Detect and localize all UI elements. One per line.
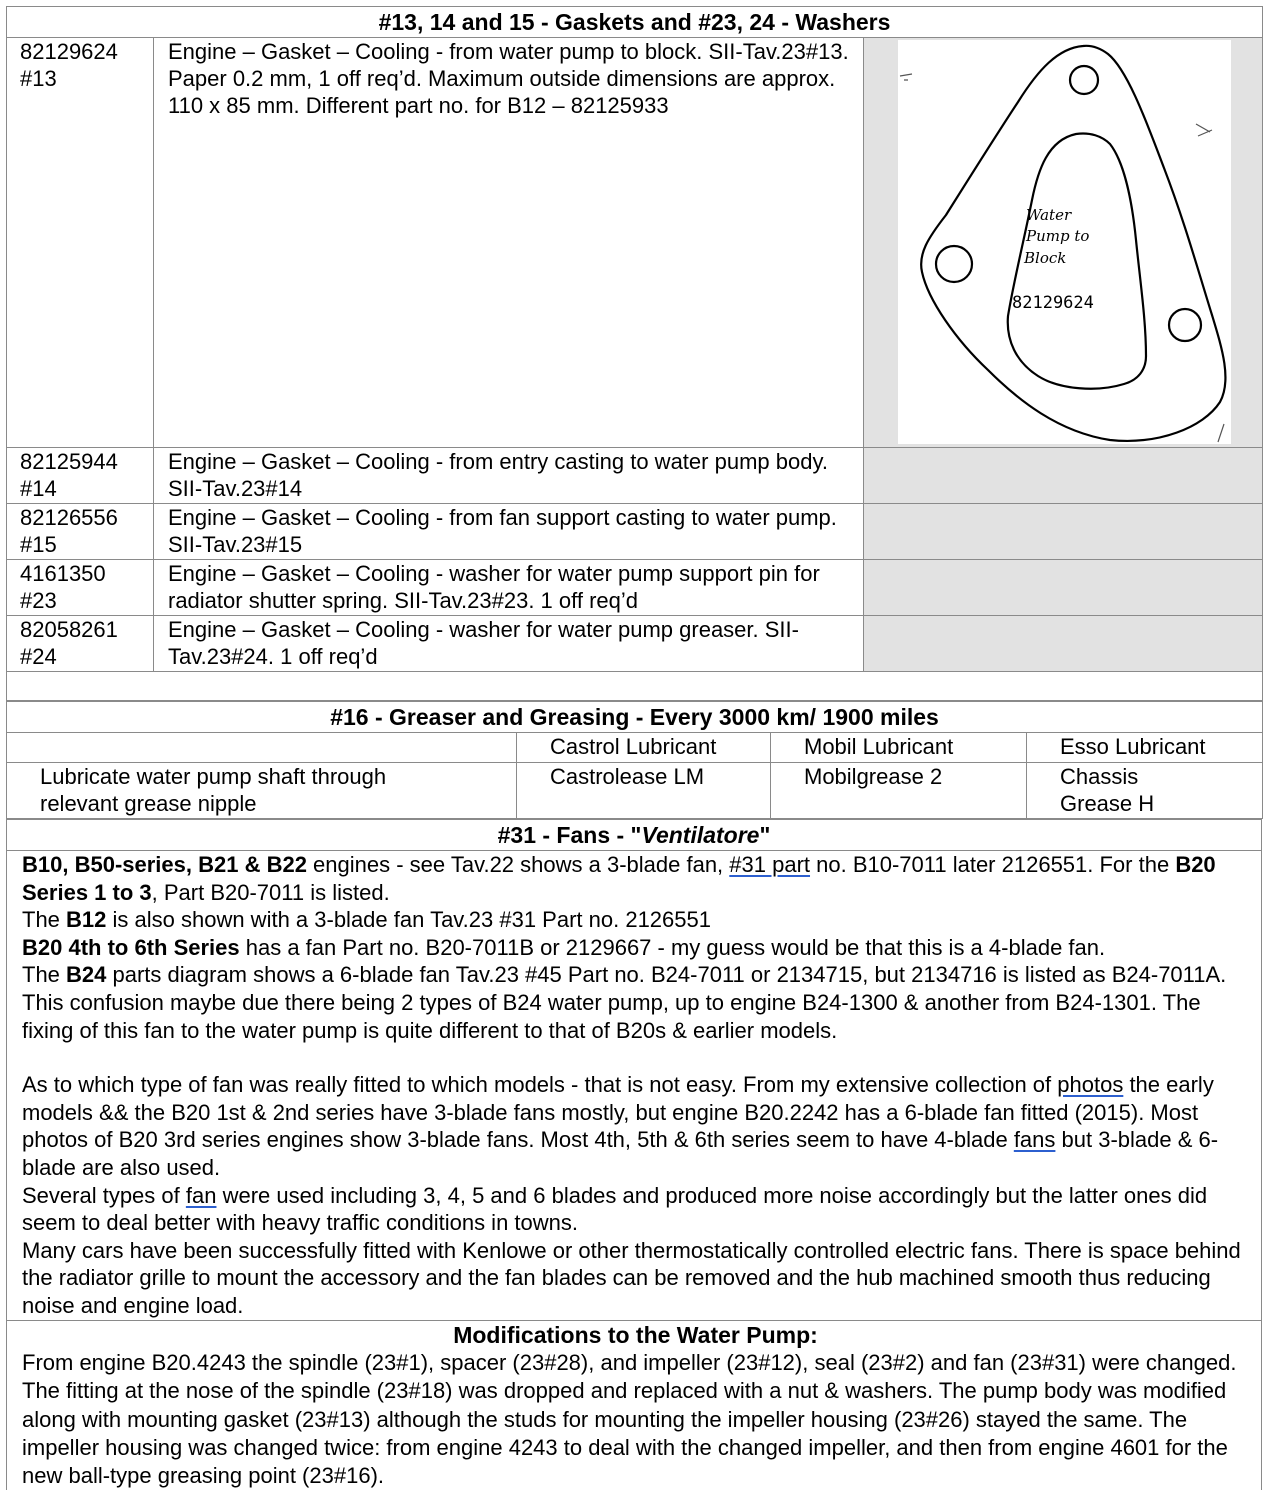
fans-paragraph — [22, 934, 1249, 962]
fans-paragraph — [22, 906, 1249, 934]
fans-paragraph — [22, 961, 1249, 1044]
empty-header-cell — [7, 733, 517, 763]
gaskets-section-title: #13, 14 and 15 - Gaskets and #23, 24 - Washers — [7, 7, 1263, 38]
part-number-cell — [7, 504, 154, 560]
part-description: Engine – Gasket – Cooling - washer for water pump greaser. SII-Tav.23#24. 1 off req’d — [154, 616, 864, 672]
fans-title-prefix: #31 - Fans - " — [497, 822, 642, 848]
underlined-text: #31 part — [729, 852, 811, 877]
underlined-text: fans — [1013, 1127, 1056, 1153]
greasing-instruction: Lubricate water pump shaft through relevant grease nipple — [7, 763, 517, 819]
gasket-image-cell — [864, 38, 1263, 448]
gasket-sketch-image — [898, 40, 1231, 444]
castrol-lubricant: Castrolease LM — [517, 763, 771, 819]
text: is also shown with a 3-blade fan Tav.23 #31 Part no. 2126551 — [106, 907, 711, 933]
bold-text: B20 4th to 6th Series — [22, 934, 240, 960]
bold-text: B20 Series 1 to 3 — [22, 852, 1216, 905]
fans-title-italic: Ventilatore — [641, 822, 760, 848]
part-ref: #23 — [20, 588, 57, 613]
part-number: 4161350 — [20, 561, 106, 586]
part-ref: #15 — [20, 532, 57, 557]
underlined-text: fan — [185, 1182, 217, 1208]
mobil-header: Mobil Lubricant — [771, 733, 1027, 763]
fans-title-suffix: " — [759, 822, 771, 848]
part-number-cell — [7, 448, 154, 504]
part-number-cell — [7, 38, 154, 448]
empty-image-cell — [864, 504, 1263, 560]
fans-paragraph: Many cars have been successfully fitted with Kenlowe or other thermostatically controlled electric fans. There is space behind the radiator grille to mount the accessory and the fan blades can be removed and the hub machined smooth thus reducing noise and engine load. — [22, 1237, 1241, 1318]
empty-image-cell — [864, 560, 1263, 616]
text: The — [22, 962, 67, 988]
fans-table — [6, 819, 1262, 1490]
bold-text: B10, B50-series, B21 & B22 — [22, 852, 307, 877]
part-number: 82058261 — [20, 617, 118, 642]
text: Several types of — [22, 1182, 186, 1208]
empty-image-cell — [864, 448, 1263, 504]
text: parts diagram shows a 6-blade fan Tav.23 #45 Part no. B24-7011 or 2134715, but 2134716 is listed as B24-7011A. This confusion maybe due there being 2 types of B24 water pump, up to engine B24-1300 & another from B24-1301. The fixing of this fan to the water pump is quite different to that of B20s & earlier models. — [22, 962, 1227, 1043]
part-number-cell — [7, 560, 154, 616]
part-ref: #24 — [20, 644, 57, 669]
part-description: Engine – Gasket – Cooling - from water pump to block. SII-Tav.23#13. Paper 0.2 mm, 1 off req’d. Maximum outside dimensions are approx. 110 x 85 mm. Different part no. for B12 – 82125933 — [154, 38, 864, 448]
sketch-label-line2: Pump to — [1026, 227, 1090, 245]
modifications-title: Modifications to the Water Pump: — [453, 1322, 818, 1348]
spacer-row — [7, 672, 1263, 701]
text: were used including 3, 4, 5 and 6 blades and produced more noise accordingly but the latter ones did seem to deal better with heavy traffic conditions in towns. — [22, 1182, 1208, 1236]
part-ref: #13 — [20, 66, 57, 91]
part-number: 82129624 — [20, 39, 118, 64]
greasing-section-title: #16 - Greaser and Greasing - Every 3000 km/ 1900 miles — [7, 702, 1263, 733]
bold-text: B12 — [66, 907, 107, 933]
castrol-header: Castrol Lubricant — [517, 733, 771, 763]
text: no. B10-7011 later 2126551. For the — [810, 852, 1176, 877]
modifications-text: From engine B20.4243 the spindle (23#1), spacer (23#28), and impeller (23#12), seal (23#2) and fan (23#31) were changed. The fitting at the nose of the spindle (23#18) was dropped and replaced with a nut & washers. The pump body was modified along with mounting gasket (23#13) although the studs for mounting the impeller housing (23#26) stayed the same. The impeller housing was changed twice: from engine 4243 to deal with the changed impeller, and then from engine 4601 for the new ball-type greasing point (23#16). — [22, 1350, 1237, 1489]
text: has a fan Part no. B20-7011B or 2129667 - my guess would be that this is a 4-blade fan. — [239, 934, 1106, 960]
modifications-section — [7, 1321, 1262, 1491]
part-number-cell — [7, 616, 154, 672]
part-description: Engine – Gasket – Cooling - from fan support casting to water pump. SII-Tav.23#15 — [154, 504, 864, 560]
greasing-table — [6, 701, 1263, 819]
sketch-label-line3: Block — [1024, 249, 1067, 267]
text: As to which type of fan was really fitted to which models - that is not easy. From my extensive collection of — [22, 1072, 1058, 1098]
part-number: 82126556 — [20, 505, 118, 530]
text: but 3-blade & 6-blade are also used. — [22, 1127, 1219, 1180]
gaskets-table — [6, 6, 1263, 701]
bold-text: B24 — [66, 962, 107, 988]
text: The — [22, 907, 67, 933]
text: the early models && the B20 1st & 2nd series have 3-blade fans mostly, but engine B20.2242 has a 6-blade fan fitted (2015). Most photos of B20 3rd series engines show 3-blade fans. Most 4th, 5th & 6th series seem to have 4-blade — [22, 1072, 1214, 1153]
fans-section-title — [7, 820, 1262, 851]
fans-paragraph — [22, 1182, 1249, 1237]
part-description: Engine – Gasket – Cooling - washer for water pump support pin for radiator shutter spring. SII-Tav.23#23. 1 off req’d — [154, 560, 864, 616]
text: , Part B20-7011 is listed. — [151, 879, 390, 905]
fans-paragraph — [22, 1071, 1249, 1181]
sketch-part-number: 82129624 — [1012, 293, 1094, 313]
page — [6, 6, 1262, 1490]
part-number: 82125944 — [20, 449, 118, 474]
fans-body — [7, 851, 1262, 1321]
underlined-text: photos — [1057, 1072, 1124, 1098]
blank-line — [22, 1044, 1249, 1071]
text: engines - see Tav.22 shows a 3-blade fan, — [306, 852, 730, 877]
mobil-lubricant: Mobilgrease 2 — [771, 763, 1027, 819]
esso-header: Esso Lubricant — [1027, 733, 1263, 763]
esso-lubricant: Chassis Grease H — [1027, 763, 1263, 819]
sketch-label-line1: Water — [1026, 206, 1072, 224]
part-ref: #14 — [20, 476, 57, 501]
fans-paragraph — [22, 851, 1249, 906]
part-description: Engine – Gasket – Cooling - from entry casting to water pump body. SII-Tav.23#14 — [154, 448, 864, 504]
empty-image-cell — [864, 616, 1263, 672]
